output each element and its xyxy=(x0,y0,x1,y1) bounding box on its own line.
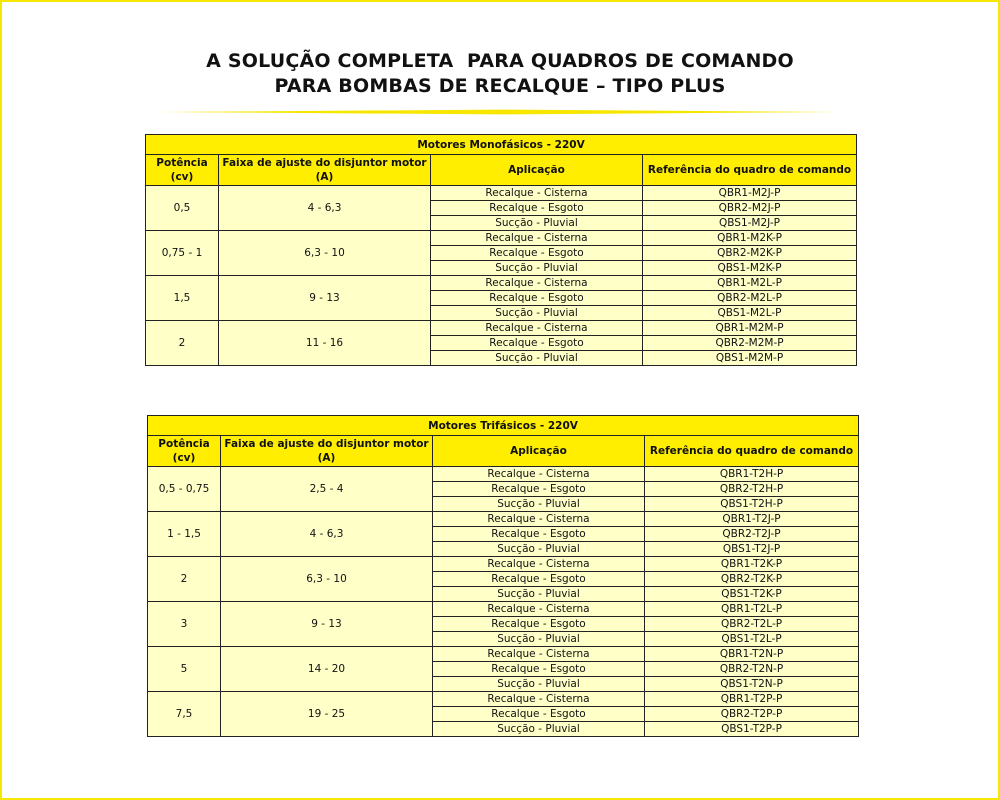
aplicacao-cell: Sucção - Pluvial xyxy=(433,587,645,602)
referencia-cell: QBR1-T2L-P xyxy=(645,602,859,617)
table-title-row xyxy=(148,416,859,436)
aplicacao-cell: Recalque - Cisterna xyxy=(433,467,645,482)
potencia-cell: 5 xyxy=(148,647,221,692)
aplicacao-cell: Recalque - Esgoto xyxy=(433,662,645,677)
title-underline xyxy=(160,107,840,117)
faixa-cell: 9 - 13 xyxy=(219,276,431,321)
potencia-cell: 2 xyxy=(146,321,219,366)
aplicacao-cell: Sucção - Pluvial xyxy=(431,306,643,321)
referencia-cell: QBR1-M2M-P xyxy=(643,321,857,336)
table-title: Motores Trifásicos - 220V xyxy=(148,416,859,436)
referencia-cell: QBR2-M2J-P xyxy=(643,201,857,216)
aplicacao-cell: Recalque - Cisterna xyxy=(433,512,645,527)
header-referencia: Referência do quadro de comando xyxy=(645,436,859,467)
aplicacao-cell: Recalque - Esgoto xyxy=(431,291,643,306)
referencia-cell: QBS1-M2M-P xyxy=(643,351,857,366)
referencia-cell: QBR1-M2K-P xyxy=(643,231,857,246)
potencia-cell: 7,5 xyxy=(148,692,221,737)
referencia-cell: QBR1-M2J-P xyxy=(643,186,857,201)
potencia-cell: 0,75 - 1 xyxy=(146,231,219,276)
header-aplicacao: Aplicação xyxy=(433,436,645,467)
aplicacao-cell: Recalque - Esgoto xyxy=(431,201,643,216)
potencia-cell: 1 - 1,5 xyxy=(148,512,221,557)
referencia-cell: QBR2-T2P-P xyxy=(645,707,859,722)
aplicacao-cell: Recalque - Esgoto xyxy=(431,336,643,351)
aplicacao-cell: Sucção - Pluvial xyxy=(433,632,645,647)
table-header-row xyxy=(146,155,857,186)
page-title xyxy=(0,49,1000,99)
header-potencia: Potência (cv) xyxy=(146,155,219,186)
aplicacao-cell: Recalque - Cisterna xyxy=(431,321,643,336)
referencia-cell: QBS1-M2J-P xyxy=(643,216,857,231)
aplicacao-cell: Sucção - Pluvial xyxy=(433,542,645,557)
table-row xyxy=(146,186,857,201)
potencia-cell: 3 xyxy=(148,602,221,647)
faixa-cell: 9 - 13 xyxy=(221,602,433,647)
potencia-cell: 2 xyxy=(148,557,221,602)
faixa-cell: 14 - 20 xyxy=(221,647,433,692)
referencia-cell: QBR1-T2H-P xyxy=(645,467,859,482)
referencia-cell: QBS1-T2N-P xyxy=(645,677,859,692)
header-potencia: Potência (cv) xyxy=(148,436,221,467)
referencia-cell: QBR2-M2M-P xyxy=(643,336,857,351)
aplicacao-cell: Recalque - Cisterna xyxy=(433,557,645,572)
three-phase-motors-table xyxy=(147,415,859,737)
table-title: Motores Monofásicos - 220V xyxy=(146,135,857,155)
table-row xyxy=(148,512,859,527)
referencia-cell: QBS1-T2J-P xyxy=(645,542,859,557)
referencia-cell: QBS1-T2K-P xyxy=(645,587,859,602)
aplicacao-cell: Recalque - Esgoto xyxy=(433,572,645,587)
faixa-cell: 11 - 16 xyxy=(219,321,431,366)
header-faixa: Faixa de ajuste do disjuntor motor (A) xyxy=(219,155,431,186)
referencia-cell: QBS1-T2P-P xyxy=(645,722,859,737)
referencia-cell: QBR1-T2K-P xyxy=(645,557,859,572)
table-row xyxy=(148,602,859,617)
table-header-row xyxy=(148,436,859,467)
referencia-cell: QBR2-M2L-P xyxy=(643,291,857,306)
aplicacao-cell: Recalque - Cisterna xyxy=(433,647,645,662)
header-faixa: Faixa de ajuste do disjuntor motor (A) xyxy=(221,436,433,467)
header-referencia: Referência do quadro de comando xyxy=(643,155,857,186)
referencia-cell: QBR1-T2N-P xyxy=(645,647,859,662)
faixa-cell: 4 - 6,3 xyxy=(219,186,431,231)
referencia-cell: QBS1-M2L-P xyxy=(643,306,857,321)
table-row xyxy=(148,557,859,572)
faixa-cell: 4 - 6,3 xyxy=(221,512,433,557)
table-row xyxy=(148,467,859,482)
title-line-1: A SOLUÇÃO COMPLETA PARA QUADROS DE COMANDO xyxy=(206,50,794,72)
faixa-cell: 6,3 - 10 xyxy=(219,231,431,276)
aplicacao-cell: Sucção - Pluvial xyxy=(433,677,645,692)
referencia-cell: QBR2-T2L-P xyxy=(645,617,859,632)
single-phase-motors-table xyxy=(145,134,857,366)
faixa-cell: 2,5 - 4 xyxy=(221,467,433,512)
title-line-2: PARA BOMBAS DE RECALQUE – TIPO PLUS xyxy=(274,75,726,97)
aplicacao-cell: Recalque - Esgoto xyxy=(433,617,645,632)
referencia-cell: QBR2-M2K-P xyxy=(643,246,857,261)
aplicacao-cell: Sucção - Pluvial xyxy=(431,216,643,231)
aplicacao-cell: Sucção - Pluvial xyxy=(431,351,643,366)
potencia-cell: 1,5 xyxy=(146,276,219,321)
faixa-cell: 6,3 - 10 xyxy=(221,557,433,602)
aplicacao-cell: Sucção - Pluvial xyxy=(431,261,643,276)
aplicacao-cell: Recalque - Cisterna xyxy=(431,276,643,291)
table-row xyxy=(146,231,857,246)
referencia-cell: QBR2-T2J-P xyxy=(645,527,859,542)
referencia-cell: QBR1-T2P-P xyxy=(645,692,859,707)
aplicacao-cell: Sucção - Pluvial xyxy=(433,497,645,512)
aplicacao-cell: Recalque - Esgoto xyxy=(433,482,645,497)
potencia-cell: 0,5 - 0,75 xyxy=(148,467,221,512)
table-title-row xyxy=(146,135,857,155)
aplicacao-cell: Recalque - Cisterna xyxy=(433,602,645,617)
table-row xyxy=(146,276,857,291)
aplicacao-cell: Sucção - Pluvial xyxy=(433,722,645,737)
aplicacao-cell: Recalque - Cisterna xyxy=(431,231,643,246)
referencia-cell: QBR2-T2N-P xyxy=(645,662,859,677)
referencia-cell: QBR2-T2K-P xyxy=(645,572,859,587)
header-aplicacao: Aplicação xyxy=(431,155,643,186)
potencia-cell: 0,5 xyxy=(146,186,219,231)
aplicacao-cell: Recalque - Cisterna xyxy=(433,692,645,707)
referencia-cell: QBR1-T2J-P xyxy=(645,512,859,527)
aplicacao-cell: Recalque - Cisterna xyxy=(431,186,643,201)
aplicacao-cell: Recalque - Esgoto xyxy=(433,527,645,542)
aplicacao-cell: Recalque - Esgoto xyxy=(433,707,645,722)
table-row xyxy=(146,321,857,336)
referencia-cell: QBS1-T2H-P xyxy=(645,497,859,512)
referencia-cell: QBR2-T2H-P xyxy=(645,482,859,497)
aplicacao-cell: Recalque - Esgoto xyxy=(431,246,643,261)
faixa-cell: 19 - 25 xyxy=(221,692,433,737)
table-row xyxy=(148,692,859,707)
referencia-cell: QBR1-M2L-P xyxy=(643,276,857,291)
referencia-cell: QBS1-T2L-P xyxy=(645,632,859,647)
table-row xyxy=(148,647,859,662)
referencia-cell: QBS1-M2K-P xyxy=(643,261,857,276)
